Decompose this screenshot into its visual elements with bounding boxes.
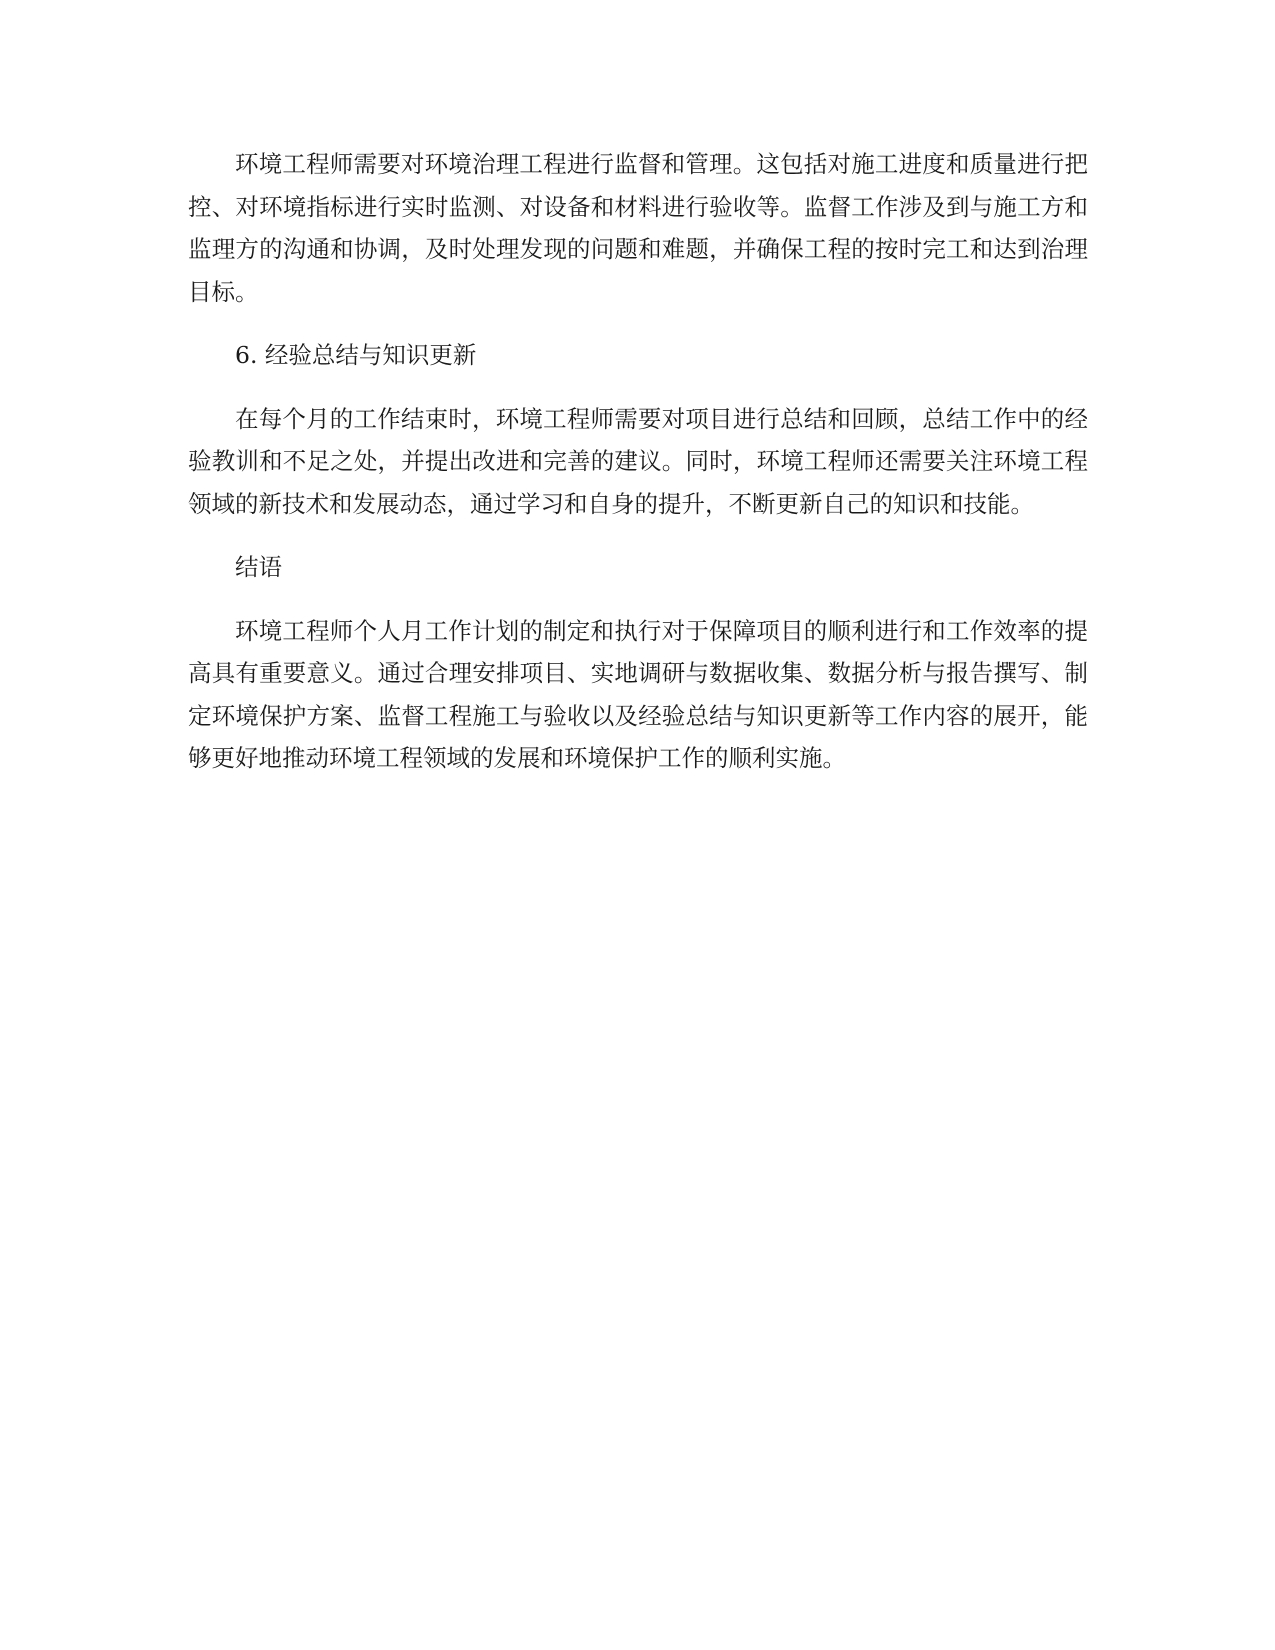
paragraph-supervision: 环境工程师需要对环境治理工程进行监督和管理。这包括对施工进度和质量进行把控、对环境指标进行实时监测、对设备和材料进行验收等。监督工作涉及到与施工方和监理方的沟通和协调，及时处理发现的问题和难题，并确保工程的按时完工和达到治理目标。 xyxy=(188,150,1088,306)
paragraph-experience-summary: 在每个月的工作结束时，环境工程师需要对项目进行总结和回顾，总结工作中的经验教训和不足之处，并提出改进和完善的建议。同时，环境工程师还需要关注环境工程领域的新技术和发展动态，通过学习和自身的提升，不断更新自己的知识和技能。 xyxy=(188,404,1088,518)
section-heading-experience-summary: 6. 经验总结与知识更新 xyxy=(235,341,477,369)
section-heading-conclusion: 结语 xyxy=(235,553,282,581)
document-body xyxy=(188,143,1088,801)
paragraph-conclusion: 环境工程师个人月工作计划的制定和执行对于保障项目的顺利进行和工作效率的提高具有重要意义。通过合理安排项目、实地调研与数据收集、数据分析与报告撰写、制定环境保护方案、监督工程施工与验收以及经验总结与知识更新等工作内容的展开，能够更好地推动环境工程领域的发展和环境保护工作的顺利实施。 xyxy=(188,616,1088,772)
